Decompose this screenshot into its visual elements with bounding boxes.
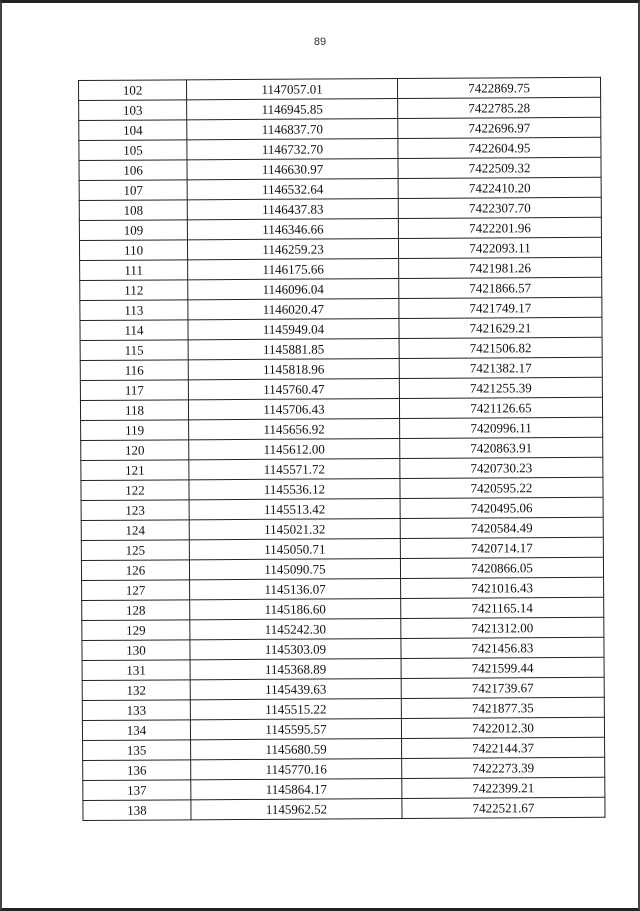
point-number-cell: 128 (82, 600, 190, 621)
x-coordinate-cell: 1145864.17 (191, 779, 402, 800)
point-number-cell: 120 (81, 440, 189, 461)
point-number-cell: 108 (79, 200, 187, 221)
point-number-cell: 138 (83, 800, 191, 821)
x-coordinate-cell: 1145090.75 (189, 559, 400, 580)
point-number-cell: 130 (82, 640, 190, 661)
table-row (79, 77, 601, 100)
y-coordinate-cell: 7421866.57 (399, 277, 602, 298)
x-coordinate-cell: 1145303.09 (190, 639, 401, 660)
y-coordinate-cell: 7421165.14 (401, 597, 604, 618)
x-coordinate-cell: 1146175.66 (188, 259, 399, 280)
table-row (81, 537, 603, 560)
x-coordinate-cell: 1146259.23 (187, 239, 398, 260)
page-number: 89 (313, 36, 327, 48)
point-number-cell: 123 (81, 500, 189, 521)
table-row (82, 717, 604, 740)
x-coordinate-cell: 1145680.59 (191, 739, 402, 760)
point-number-cell: 105 (79, 140, 187, 161)
point-number-cell: 110 (79, 240, 187, 261)
point-number-cell: 125 (81, 540, 189, 561)
x-coordinate-cell: 1146532.64 (187, 179, 398, 200)
table-row (81, 557, 603, 580)
x-coordinate-cell: 1145770.16 (191, 759, 402, 780)
x-coordinate-cell: 1146096.04 (188, 279, 399, 300)
table-row (82, 637, 604, 660)
table-row (80, 317, 602, 340)
x-coordinate-cell: 1145021.32 (189, 519, 400, 540)
table-row (83, 757, 605, 780)
table-row (79, 137, 601, 160)
y-coordinate-cell: 7422521.67 (402, 797, 605, 818)
y-coordinate-cell: 7421981.26 (399, 257, 602, 278)
y-coordinate-cell: 7421255.39 (399, 377, 602, 398)
point-number-cell: 102 (79, 80, 187, 101)
point-number-cell: 104 (79, 120, 187, 141)
point-number-cell: 115 (80, 340, 188, 361)
table-row (82, 657, 604, 680)
point-number-cell: 137 (83, 780, 191, 801)
table-row (79, 217, 601, 240)
x-coordinate-cell: 1145706.43 (188, 399, 399, 420)
y-coordinate-cell: 7422696.97 (398, 117, 601, 138)
point-number-cell: 117 (80, 380, 188, 401)
y-coordinate-cell: 7420584.49 (400, 517, 603, 538)
point-number-cell: 133 (82, 700, 190, 721)
y-coordinate-cell: 7421739.67 (401, 677, 604, 698)
table-row (79, 197, 601, 220)
point-number-cell: 107 (79, 180, 187, 201)
table-row (80, 377, 602, 400)
y-coordinate-cell: 7421382.17 (399, 357, 602, 378)
table-row (80, 257, 602, 280)
x-coordinate-cell: 1147057.01 (187, 79, 398, 100)
table-row (81, 437, 603, 460)
y-coordinate-cell: 7422399.21 (402, 777, 605, 798)
point-number-cell: 124 (81, 520, 189, 541)
x-coordinate-cell: 1146945.85 (187, 99, 398, 120)
point-number-cell: 116 (80, 360, 188, 381)
x-coordinate-cell: 1145050.71 (189, 539, 400, 560)
table-row (79, 117, 601, 140)
table-row (81, 497, 603, 520)
point-number-cell: 103 (79, 100, 187, 121)
point-number-cell: 119 (81, 420, 189, 441)
x-coordinate-cell: 1145368.89 (190, 659, 401, 680)
point-number-cell: 111 (80, 260, 188, 281)
y-coordinate-cell: 7422410.20 (398, 177, 601, 198)
y-coordinate-cell: 7421877.35 (401, 697, 604, 718)
x-coordinate-cell: 1145571.72 (189, 459, 400, 480)
x-coordinate-cell: 1145536.12 (189, 479, 400, 500)
y-coordinate-cell: 7420996.11 (400, 417, 603, 438)
x-coordinate-cell: 1145818.96 (188, 359, 399, 380)
y-coordinate-cell: 7422273.39 (402, 757, 605, 778)
table-row (81, 517, 603, 540)
y-coordinate-cell: 7420714.17 (400, 537, 603, 558)
x-coordinate-cell: 1146630.97 (187, 159, 398, 180)
y-coordinate-cell: 7422785.28 (398, 97, 601, 118)
point-number-cell: 121 (81, 460, 189, 481)
coordinates-table-body (79, 77, 606, 820)
x-coordinate-cell: 1145962.52 (191, 799, 402, 820)
x-coordinate-cell: 1146732.70 (187, 139, 398, 160)
table-row (81, 417, 603, 440)
y-coordinate-cell: 7421599.44 (401, 657, 604, 678)
point-number-cell: 106 (79, 160, 187, 181)
x-coordinate-cell: 1145515.22 (190, 699, 401, 720)
y-coordinate-cell: 7421629.21 (399, 317, 602, 338)
table-row (82, 597, 604, 620)
point-number-cell: 109 (79, 220, 187, 241)
x-coordinate-cell: 1145186.60 (190, 599, 401, 620)
y-coordinate-cell: 7422012.30 (401, 717, 604, 738)
table-row (79, 177, 601, 200)
y-coordinate-cell: 7420495.06 (400, 497, 603, 518)
y-coordinate-cell: 7420595.22 (400, 477, 603, 498)
table-row (81, 457, 603, 480)
table-row (80, 337, 602, 360)
table-row (82, 697, 604, 720)
x-coordinate-cell: 1145612.00 (189, 439, 400, 460)
x-coordinate-cell: 1145760.47 (188, 379, 399, 400)
y-coordinate-cell: 7422509.32 (398, 157, 601, 178)
table-row (80, 297, 602, 320)
y-coordinate-cell: 7420730.23 (400, 457, 603, 478)
x-coordinate-cell: 1145439.63 (190, 679, 401, 700)
table-row (83, 777, 605, 800)
table-row (79, 97, 601, 120)
table-row (79, 237, 601, 260)
y-coordinate-cell: 7421016.43 (401, 577, 604, 598)
x-coordinate-cell: 1145595.57 (190, 719, 401, 740)
y-coordinate-cell: 7420866.05 (400, 557, 603, 578)
y-coordinate-cell: 7422144.37 (402, 737, 605, 758)
point-number-cell: 131 (82, 660, 190, 681)
y-coordinate-cell: 7421312.00 (401, 617, 604, 638)
point-number-cell: 135 (83, 740, 191, 761)
y-coordinate-cell: 7421506.82 (399, 337, 602, 358)
y-coordinate-cell: 7421749.17 (399, 297, 602, 318)
table-row (83, 737, 605, 760)
x-coordinate-cell: 1146346.66 (187, 219, 398, 240)
table-row (82, 617, 604, 640)
table-row (79, 157, 601, 180)
y-coordinate-cell: 7422869.75 (397, 77, 600, 98)
point-number-cell: 134 (82, 720, 190, 741)
y-coordinate-cell: 7422604.95 (398, 137, 601, 158)
y-coordinate-cell: 7422307.70 (398, 197, 601, 218)
point-number-cell: 113 (80, 300, 188, 321)
x-coordinate-cell: 1145949.04 (188, 319, 399, 340)
x-coordinate-cell: 1145136.07 (190, 579, 401, 600)
x-coordinate-cell: 1146020.47 (188, 299, 399, 320)
x-coordinate-cell: 1145881.85 (188, 339, 399, 360)
point-number-cell: 122 (81, 480, 189, 501)
table-row (83, 797, 605, 820)
x-coordinate-cell: 1146837.70 (187, 119, 398, 140)
y-coordinate-cell: 7422201.96 (398, 217, 601, 238)
table-row (82, 677, 604, 700)
coordinates-table (78, 77, 606, 821)
point-number-cell: 114 (80, 320, 188, 341)
y-coordinate-cell: 7420863.91 (400, 437, 603, 458)
point-number-cell: 126 (81, 560, 189, 581)
y-coordinate-cell: 7421126.65 (399, 397, 602, 418)
x-coordinate-cell: 1146437.83 (187, 199, 398, 220)
x-coordinate-cell: 1145242.30 (190, 619, 401, 640)
y-coordinate-cell: 7422093.11 (398, 237, 601, 258)
point-number-cell: 112 (80, 280, 188, 301)
x-coordinate-cell: 1145513.42 (189, 499, 400, 520)
table-row (80, 397, 602, 420)
table-row (81, 477, 603, 500)
x-coordinate-cell: 1145656.92 (189, 419, 400, 440)
point-number-cell: 132 (82, 680, 190, 701)
table-row (80, 357, 602, 380)
point-number-cell: 118 (80, 400, 188, 421)
table-row (82, 577, 604, 600)
point-number-cell: 136 (83, 760, 191, 781)
point-number-cell: 129 (82, 620, 190, 641)
y-coordinate-cell: 7421456.83 (401, 637, 604, 658)
table-row (80, 277, 602, 300)
point-number-cell: 127 (82, 580, 190, 601)
